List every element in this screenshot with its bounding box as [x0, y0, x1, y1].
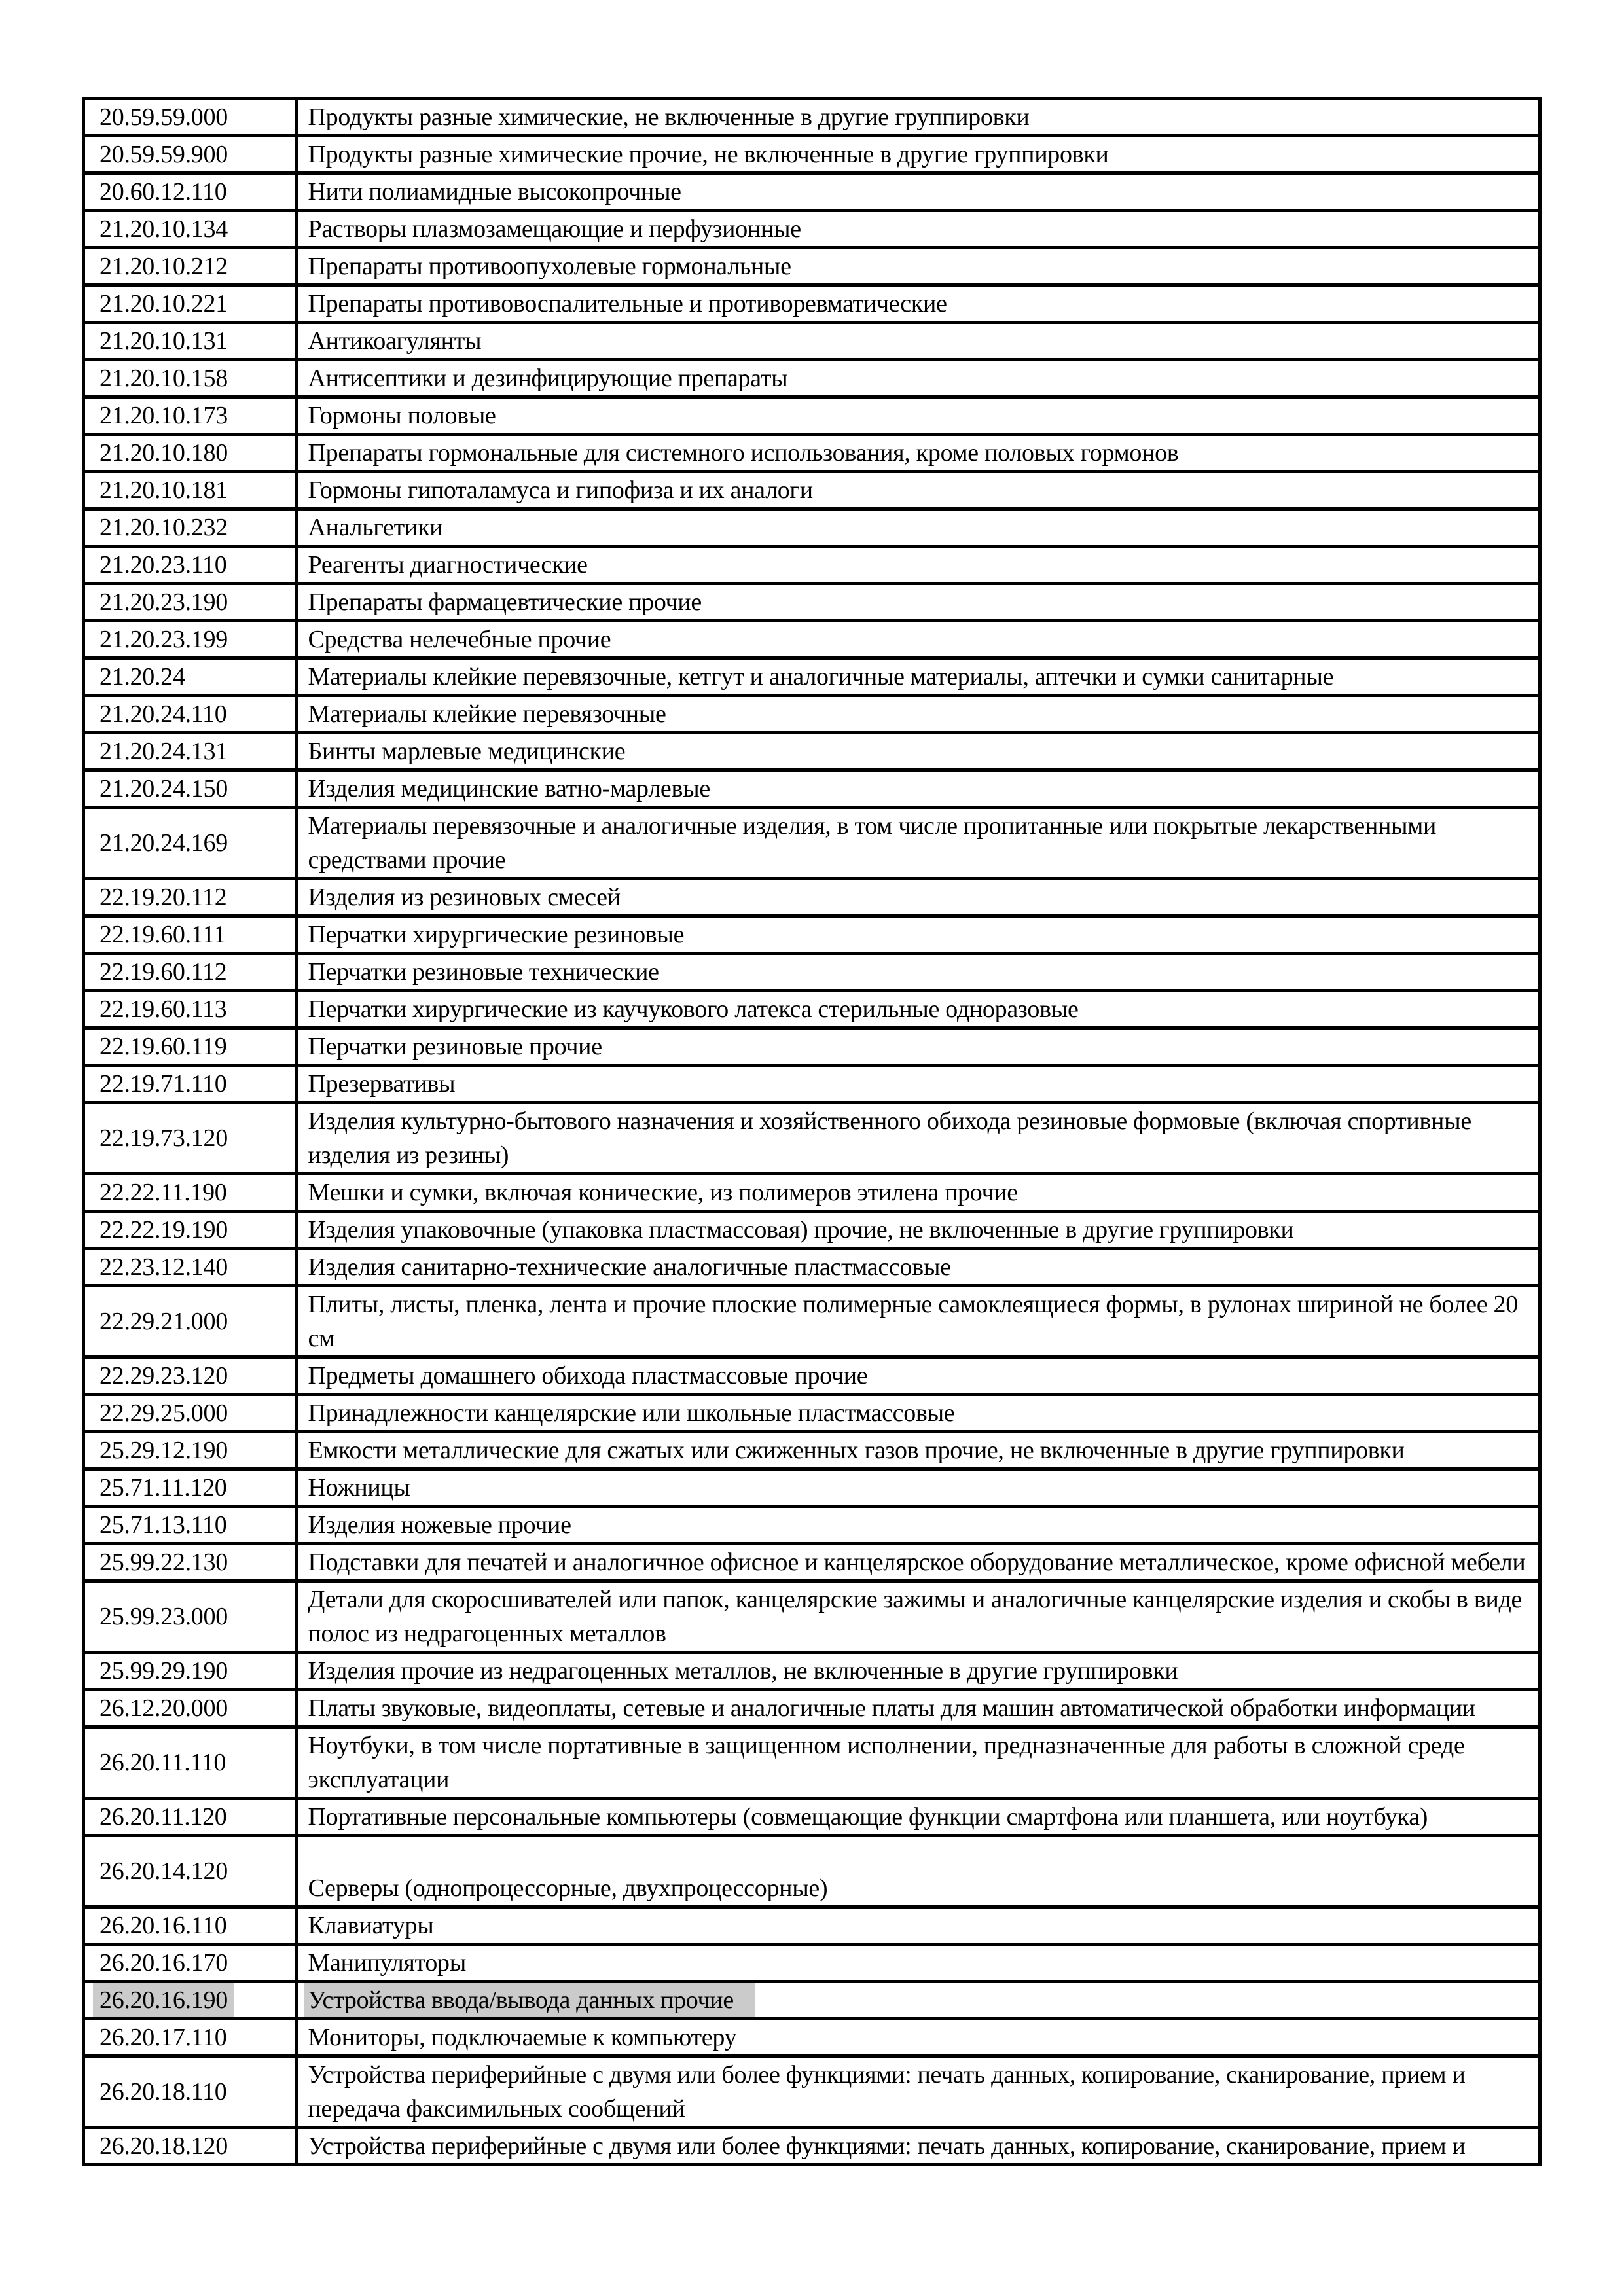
code-cell [84, 173, 297, 211]
code-cell [84, 2019, 297, 2056]
description-cell [297, 954, 1540, 991]
code-text: 22.29.23.120 [99, 1362, 228, 1390]
code-text: 26.20.11.110 [99, 1749, 226, 1776]
code-cell [84, 954, 297, 991]
description-text: Ножницы [308, 1474, 410, 1501]
code-cell [84, 1982, 297, 2019]
table-row [84, 1581, 1540, 1653]
code-text: 25.99.29.190 [99, 1657, 228, 1685]
table-row [84, 2056, 1540, 2128]
code-cell [84, 584, 297, 621]
code-cell [84, 248, 297, 285]
code-text: 21.20.10.131 [99, 327, 228, 355]
code-text: 25.99.22.130 [99, 1549, 228, 1576]
description-cell [297, 1653, 1540, 1690]
code-cell [84, 770, 297, 808]
table-row [84, 1982, 1540, 2019]
description-text: Материалы перевязочные и аналогичные изделия, в том числе пропитанные или покрытые лекарственными средствами прочие [308, 812, 1437, 874]
code-cell [84, 1907, 297, 1945]
table-row [84, 136, 1540, 173]
code-text: 21.20.24.150 [99, 775, 228, 802]
code-text: 25.29.12.190 [99, 1437, 228, 1464]
description-cell [297, 1544, 1540, 1581]
code-cell [84, 808, 297, 879]
table-row [84, 1544, 1540, 1581]
code-cell [84, 1066, 297, 1103]
description-cell [297, 547, 1540, 584]
table-row [84, 285, 1540, 323]
code-cell [84, 658, 297, 696]
code-cell [84, 285, 297, 323]
description-text: Принадлежности канцелярские или школьные пластмассовые [308, 1399, 955, 1427]
description-cell [297, 360, 1540, 397]
code-text: 20.59.59.000 [99, 103, 228, 131]
description-cell [297, 435, 1540, 472]
description-cell [297, 1836, 1540, 1907]
code-cell [84, 733, 297, 770]
table-row [84, 1507, 1540, 1544]
description-text: Устройства периферийные с двумя или более функциями: печать данных, копирование, сканирование, прием и передача факсимильных сообщений [308, 2061, 1466, 2123]
okpd2-table-body [84, 99, 1540, 2165]
code-text: 26.20.17.110 [99, 2024, 227, 2051]
code-cell [84, 1581, 297, 1653]
table-row [84, 435, 1540, 472]
code-cell [84, 879, 297, 916]
description-text: Устройства ввода/вывода данных прочие [304, 1983, 755, 2017]
description-cell [297, 1395, 1540, 1432]
code-text: 22.19.60.111 [99, 921, 226, 948]
code-text: 20.59.59.900 [99, 141, 228, 168]
table-row [84, 1727, 1540, 1799]
description-text: Мешки и сумки, включая конические, из полимеров этилена прочие [308, 1179, 1018, 1206]
description-cell [297, 1286, 1540, 1357]
code-cell [84, 509, 297, 547]
description-text: Гормоны гипоталамуса и гипофиза и их аналоги [308, 476, 813, 504]
table-row [84, 991, 1540, 1028]
description-cell [297, 285, 1540, 323]
description-text: Препараты противоопухолевые гормональные [308, 253, 791, 280]
description-cell [297, 1945, 1540, 1982]
table-row [84, 1799, 1540, 1836]
code-text: 21.20.10.181 [99, 476, 228, 504]
code-text: 26.20.16.190 [93, 1983, 234, 2017]
description-text: Мониторы, подключаемые к компьютеру [308, 2024, 737, 2051]
description-cell [297, 621, 1540, 658]
table-row [84, 248, 1540, 285]
code-text: 25.71.11.120 [99, 1474, 227, 1501]
code-text: 21.20.23.199 [99, 626, 228, 653]
description-cell [297, 509, 1540, 547]
description-cell [297, 248, 1540, 285]
table-row [84, 1211, 1540, 1249]
description-text: Изделия из резиновых смесей [308, 884, 621, 911]
code-cell [84, 1727, 297, 1799]
code-cell [84, 621, 297, 658]
description-text: Препараты фармацевтические прочие [308, 588, 702, 616]
code-text: 21.20.10.180 [99, 439, 228, 467]
table-row [84, 584, 1540, 621]
code-cell [84, 323, 297, 360]
description-cell [297, 584, 1540, 621]
table-row [84, 696, 1540, 733]
code-text: 26.20.18.120 [99, 2132, 228, 2160]
description-text: Клавиатуры [308, 1912, 434, 1939]
description-text: Плиты, листы, пленка, лента и прочие плоские полимерные самоклеящиеся формы, в рулонах шириной не более 20 см [308, 1291, 1518, 1352]
description-cell [297, 397, 1540, 435]
code-cell [84, 1395, 297, 1432]
code-text: 22.19.73.120 [99, 1124, 228, 1152]
description-cell [297, 1581, 1540, 1653]
table-row [84, 397, 1540, 435]
code-cell [84, 1469, 297, 1507]
code-cell [84, 472, 297, 509]
code-text: 22.22.11.190 [99, 1179, 227, 1206]
description-text: Презервативы [308, 1070, 456, 1098]
code-cell [84, 1286, 297, 1357]
description-cell [297, 99, 1540, 136]
table-row [84, 509, 1540, 547]
code-cell [84, 547, 297, 584]
description-text: Портативные персональные компьютеры (совмещающие функции смартфона или планшета, или ноутбука) [308, 1803, 1428, 1831]
description-text: Перчатки хирургические резиновые [308, 921, 685, 948]
description-cell [297, 1507, 1540, 1544]
code-cell [84, 1945, 297, 1982]
description-text: Подставки для печатей и аналогичное офисное и канцелярское оборудование металлическое, кроме офисной мебели [308, 1549, 1526, 1576]
code-text: 22.19.20.112 [99, 884, 227, 911]
description-cell [297, 1982, 1540, 2019]
code-text: 22.19.60.119 [99, 1033, 227, 1060]
code-text: 26.12.20.000 [99, 1695, 228, 1722]
code-text: 26.20.16.110 [99, 1912, 227, 1939]
description-text: Препараты противовоспалительные и противоревматические [308, 290, 947, 317]
code-cell [84, 1836, 297, 1907]
table-row [84, 173, 1540, 211]
description-cell [297, 991, 1540, 1028]
code-cell [84, 1174, 297, 1211]
description-text: Ноутбуки, в том числе портативные в защищенном исполнении, предназначенные для работы в сложной среде эксплуатации [308, 1732, 1465, 1793]
description-text: Устройства периферийные с двумя или более функциями: печать данных, копирование, сканирование, прием и [308, 2132, 1466, 2160]
code-cell [84, 1357, 297, 1395]
description-cell [297, 916, 1540, 954]
table-row [84, 954, 1540, 991]
table-row [84, 2128, 1540, 2165]
description-cell [297, 1066, 1540, 1103]
description-text: Изделия санитарно-технические аналогичные пластмассовые [308, 1253, 951, 1281]
code-cell [84, 916, 297, 954]
table-row [84, 211, 1540, 248]
description-cell [297, 472, 1540, 509]
table-row [84, 1945, 1540, 1982]
description-text: Изделия ножевые прочие [308, 1511, 571, 1539]
code-cell [84, 1028, 297, 1066]
description-cell [297, 173, 1540, 211]
code-text: 26.20.18.110 [99, 2078, 227, 2106]
table-row [84, 1286, 1540, 1357]
description-text: Средства нелечебные прочие [308, 626, 611, 653]
code-text: 22.29.25.000 [99, 1399, 228, 1427]
description-cell [297, 323, 1540, 360]
code-cell [84, 1211, 297, 1249]
table-row [84, 770, 1540, 808]
description-text: Платы звуковые, видеоплаты, сетевые и аналогичные платы для машин автоматической обработки информации [308, 1695, 1475, 1722]
code-text: 26.20.14.120 [99, 1857, 228, 1885]
table-row [84, 472, 1540, 509]
code-text: 21.20.10.158 [99, 365, 228, 392]
description-cell [297, 2019, 1540, 2056]
description-text: Изделия медицинские ватно-марлевые [308, 775, 710, 802]
description-cell [297, 696, 1540, 733]
table-row [84, 621, 1540, 658]
code-cell [84, 360, 297, 397]
description-text: Бинты марлевые медицинские [308, 738, 626, 765]
code-cell [84, 2128, 297, 2165]
code-text: 21.20.10.134 [99, 215, 228, 243]
description-text: Продукты разные химические прочие, не включенные в другие группировки [308, 141, 1109, 168]
description-text: Манипуляторы [308, 1949, 466, 1977]
table-row [84, 879, 1540, 916]
code-cell [84, 1432, 297, 1469]
code-cell [84, 1249, 297, 1286]
table-row [84, 1469, 1540, 1507]
description-cell [297, 1690, 1540, 1727]
description-text: Перчатки резиновые технические [308, 958, 659, 986]
code-cell [84, 1799, 297, 1836]
description-text: Растворы плазмозамещающие и перфузионные [308, 215, 801, 243]
code-cell [84, 2056, 297, 2128]
code-cell [84, 1507, 297, 1544]
table-row [84, 1907, 1540, 1945]
description-cell [297, 1727, 1540, 1799]
code-text: 21.20.23.190 [99, 588, 228, 616]
description-cell [297, 2056, 1540, 2128]
table-row [84, 916, 1540, 954]
code-cell [84, 211, 297, 248]
code-cell [84, 1690, 297, 1727]
code-text: 21.20.24 [99, 663, 185, 691]
table-row [84, 808, 1540, 879]
code-cell [84, 1103, 297, 1174]
code-text: 26.20.11.120 [99, 1803, 227, 1831]
code-cell [84, 397, 297, 435]
description-cell [297, 2128, 1540, 2165]
description-text: Детали для скоросшивателей или папок, канцелярские зажимы и аналогичные канцелярские изделия и скобы в виде полос из недрагоценных металлов [308, 1586, 1523, 1647]
code-text: 21.20.10.221 [99, 290, 228, 317]
table-row [84, 658, 1540, 696]
table-row [84, 1395, 1540, 1432]
table-row [84, 1174, 1540, 1211]
description-text: Емкости металлические для сжатых или сжиженных газов прочие, не включенные в другие группировки [308, 1437, 1405, 1464]
table-row [84, 1028, 1540, 1066]
code-text: 22.19.60.112 [99, 958, 227, 986]
code-text: 22.23.12.140 [99, 1253, 228, 1281]
code-text: 21.20.24.110 [99, 700, 227, 728]
description-cell [297, 1357, 1540, 1395]
table-row [84, 547, 1540, 584]
description-text: Материалы клейкие перевязочные, кетгут и аналогичные материалы, аптечки и сумки санитарные [308, 663, 1334, 691]
code-text: 26.20.16.170 [99, 1949, 228, 1977]
code-cell [84, 1653, 297, 1690]
description-cell [297, 879, 1540, 916]
code-cell [84, 1544, 297, 1581]
code-cell [84, 99, 297, 136]
code-text: 20.60.12.110 [99, 178, 227, 206]
table-row [84, 1357, 1540, 1395]
table-row [84, 1690, 1540, 1727]
description-cell [297, 733, 1540, 770]
table-row [84, 1066, 1540, 1103]
code-text: 21.20.10.212 [99, 253, 228, 280]
code-text: 21.20.10.173 [99, 402, 228, 429]
description-text: Антикоагулянты [308, 327, 482, 355]
description-text: Антисептики и дезинфицирующие препараты [308, 365, 788, 392]
description-cell [297, 658, 1540, 696]
code-cell [84, 435, 297, 472]
table-row [84, 360, 1540, 397]
code-text: 22.29.21.000 [99, 1308, 228, 1335]
table-row [84, 1653, 1540, 1690]
description-text: Реагенты диагностические [308, 551, 588, 579]
description-cell [297, 770, 1540, 808]
table-row [84, 733, 1540, 770]
description-cell [297, 1907, 1540, 1945]
description-text: Продукты разные химические, не включенные в другие группировки [308, 103, 1030, 131]
table-row [84, 2019, 1540, 2056]
code-text: 22.19.60.113 [99, 996, 227, 1023]
description-cell [297, 808, 1540, 879]
table-row [84, 1432, 1540, 1469]
table-row [84, 1249, 1540, 1286]
description-text: Изделия прочие из недрагоценных металлов, не включенные в другие группировки [308, 1657, 1178, 1685]
description-cell [297, 1211, 1540, 1249]
description-cell [297, 1432, 1540, 1469]
code-text: 22.19.71.110 [99, 1070, 227, 1098]
description-text: Изделия культурно-бытового назначения и хозяйственного обихода резиновые формовые (включая спортивные изделия из резины) [308, 1107, 1471, 1169]
description-cell [297, 1799, 1540, 1836]
okpd2-classification-table [82, 97, 1542, 2166]
code-text: 22.22.19.190 [99, 1216, 228, 1244]
code-cell [84, 696, 297, 733]
description-cell [297, 1469, 1540, 1507]
description-text: Анальгетики [308, 514, 443, 541]
table-row [84, 1103, 1540, 1174]
table-row [84, 323, 1540, 360]
description-cell [297, 211, 1540, 248]
code-cell [84, 991, 297, 1028]
description-cell [297, 1028, 1540, 1066]
description-text: Изделия упаковочные (упаковка пластмассовая) прочие, не включенные в другие группировки [308, 1216, 1294, 1244]
code-text: 25.71.13.110 [99, 1511, 227, 1539]
description-cell [297, 1103, 1540, 1174]
table-row [84, 1836, 1540, 1907]
code-text: 21.20.10.232 [99, 514, 228, 541]
description-text: Материалы клейкие перевязочные [308, 700, 666, 728]
description-text: Нити полиамидные высокопрочные [308, 178, 681, 206]
description-text: Перчатки хирургические из каучукового латекса стерильные одноразовые [308, 996, 1079, 1023]
description-text: Предметы домашнего обихода пластмассовые прочие [308, 1362, 868, 1390]
table-row [84, 99, 1540, 136]
code-text: 21.20.24.169 [99, 829, 228, 857]
code-cell [84, 136, 297, 173]
description-cell [297, 136, 1540, 173]
description-text: Гормоны половые [308, 402, 496, 429]
code-text: 21.20.24.131 [99, 738, 228, 765]
description-cell [297, 1249, 1540, 1286]
description-text: Серверы (однопроцессорные, двухпроцессорные) [308, 1874, 828, 1902]
description-cell [297, 1174, 1540, 1211]
description-text: Препараты гормональные для системного использования, кроме половых гормонов [308, 439, 1179, 467]
code-text: 25.99.23.000 [99, 1603, 228, 1630]
description-text: Перчатки резиновые прочие [308, 1033, 602, 1060]
code-text: 21.20.23.110 [99, 551, 227, 579]
